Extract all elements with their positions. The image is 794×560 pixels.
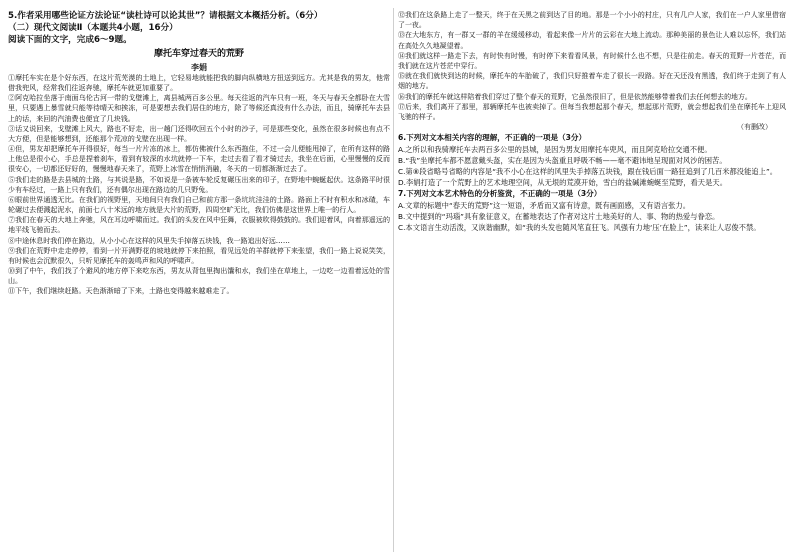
article-title: 摩托车穿过春天的荒野: [153, 49, 244, 59]
left-column: [8, 10, 390, 296]
paragraph: ⑰后来，我们离开了那里，那辆摩托车也被卖掉了。但每当我想起那个春天，想起那片荒野，就会想起我们坐在摩托车上迎风飞驰的样子。: [398, 102, 786, 122]
paragraph: ③话又说回来，戈壁滩上风大，路也不好走，出一趟门还得吹回五个小时的沙子，可是那些变化，虽然在很多时候也有点不大方便，但是能够想到，还能那个荒凉的戈壁在出现一样。: [8, 123, 390, 143]
paragraph: ①摩托车实在是个好东西，在这片荒芜漠的土地上，它轻易地就能把我的脚向纵横地方扭送到远方。尤其是我的男友，他常借我兜风，经常我们往返奔驰，摩托车就更加重要了。: [8, 73, 390, 93]
paragraph: ⑭我们就这样一路走下去，有时快有时慢，有时停下来看看风景，有时候什么也不想，只是往前走。春天的荒野一片苍茫，而我们就在这片苍茫中穿行。: [398, 51, 786, 71]
reading-instruction: 阅读下面的文字，完成6～9题。: [8, 35, 132, 45]
paragraph: ⑪下午，我们继续赶路。天色渐渐暗了下来，土路也变得越来越难走了。: [8, 286, 234, 296]
paragraph: ②阿克哈拉坐落于南面乌伦古河一带的戈壁滩上，离县城两百多公里。每天往返的汽车只有一班，冬天与春天全都卧在大雪里，只要遇上暴雪就只能等待晴天和挨冻，可是要想去我们居住的地方，除了等候还真没有什么办法，而且，骑摩托车去县上的话，来回的汽油费也便宜了几块钱。: [8, 93, 390, 123]
column-divider: [393, 8, 394, 552]
paragraph: ⑩到了中午，我们找了个避风的地方停下来吃东西，男友从背包里掏出馕和水，我们坐在草地上，一边吃一边看着远处的雪山。: [8, 265, 390, 286]
q6-option-c: C.第⑧段省略号省略的内容是“我不小心在这样的风里失手掉落五块钱，跟在钱后面一路狂追到了几百米都没能追上”。: [398, 167, 778, 177]
paragraph: ⑯我们的摩托车就这样陪着我们穿过了整个春天的荒野，它虽然很旧了，但是依然能够带着我们去任何想去的地方。: [398, 92, 752, 101]
q7-option-c: C.本文语言生动活泼，又诙谐幽默，如“我的头发也随风笔直狂飞。风强有力地‘压’在脸上”，读来让人忍俊不禁。: [398, 223, 761, 233]
paragraph: ⑬在大地东方，有一群又一群的羊在缓缓移动，看起来像一片片的云彩在大地上流动。那种美丽的景色让人难以忘怀，我们站在高处久久地凝望着。: [398, 31, 786, 50]
paragraph: ⑧中途休息时我们停在路边，从小小心在这样的风里失手掉落五块钱，我一路追出好远……: [8, 235, 290, 245]
q6-option-d: D.李娟打造了一个荒野上的艺术地理空间，从无垠的荒漠开始，雪白的盐碱滩蜿蜒至荒野，看天是天。: [398, 178, 727, 188]
paragraph: ④但，男友却把摩托车开得很好，每当一片片冻的冰上，都仿佛被什么东西拖住，不过一会儿便能甩掉了，在所有这样的路上他总是很小心，手总是捏着刹车，看到有较深的水坑就停一下车，走过去看了看才骑过去，我坐在后面，心里慢慢的反而很安心，一切都还好好的，慢慢地春天来了，荒野上冰雪在悄悄消融，冬天的一切都渐渐过去了。: [8, 144, 390, 174]
paragraph: ⑦我们在春天的大地上奔驰，风在耳边呼啸而过。我们的头发在风中狂舞，衣服被吹得鼓鼓的。我们迎着风，向着那遥远的地平线飞驰而去。: [8, 215, 390, 235]
section-heading: （二）现代文阅读Ⅱ（本题共4小题，16分）: [8, 23, 178, 33]
article-author: 李娟: [191, 62, 207, 72]
paragraph: ⑤我们走的路是去县城的土路，与其说是路，不如说是一条被车轮反复碾压出来的印子，在野地中蜿蜒起伏。这条路平时很少有车经过，一路上只有我们，还有偶尔出现在路边的几只野兔。: [8, 174, 390, 194]
question-6: 6.下列对文本相关内容的理解，不正确的一项是（3分）: [398, 133, 587, 143]
paragraph: ⑮就在我们就快到达的时候，摩托车的车胎破了，我们只好推着车走了很长一段路。好在天还没有黑透，我们终于走到了有人烟的地方。: [398, 72, 786, 91]
q7-option-a: A.文章的标题中“春天的荒野”这一短语，矛盾而又富有诗意，既有画面感，又有语言张力。: [398, 200, 691, 210]
source-note: （有删改）: [737, 123, 772, 132]
right-column: [398, 10, 786, 233]
q7-option-b: B.文中提到的“玛瑙”具有象征意义，在蓄地表达了作者对这片土地美好的人、事、物的热爱与眷恋。: [398, 212, 720, 222]
paragraph: ⑫我们在这条路上走了一整天，终于在天黑之前到达了目的地。那是一个小小的村庄，只有几户人家，我们在一户人家里借宿了一夜。: [398, 11, 786, 30]
q6-option-a: A.之所以和我骑摩托车去两百多公里的县城，是因为男友用摩托车兜风，而且阿克哈拉交通不便。: [398, 144, 712, 154]
q6-option-b: B.“我”坐摩托车都不愿意戴头盔，实在是因为头盔重且呼吸不畅——毫不避讳地呈现面对风沙的困苦。: [398, 155, 727, 165]
question-5: 5.作者采用哪些论证方法论证“读杜诗可以论其世”？请根据文本概括分析。（6分）: [8, 11, 323, 21]
paragraph: ⑥眼前世界通透无比。在我们的视野里，天地间只有我们自己和前方那一条坑坑洼洼的土路。路面上不时有积水和冰碴，车轮碾过去便溅起泥水，前面七八十米远的地方就是大片的荒野，四周空旷无比，我们仿佛是这世界上唯一的行人。: [8, 194, 390, 215]
question-7: 7.下列对文本艺术特色的分析鉴赏，不正确的一项是（3分）: [398, 189, 602, 199]
paragraph: ⑨我们在荒野中走走停停，看到一片开满野花的坡地就停下来拍照，看见远处的羊群就停下来张望，我们一路上说说笑笑，有时候也会沉默很久，只听见摩托车的轰鸣声和风的呼啸声。: [8, 245, 390, 265]
